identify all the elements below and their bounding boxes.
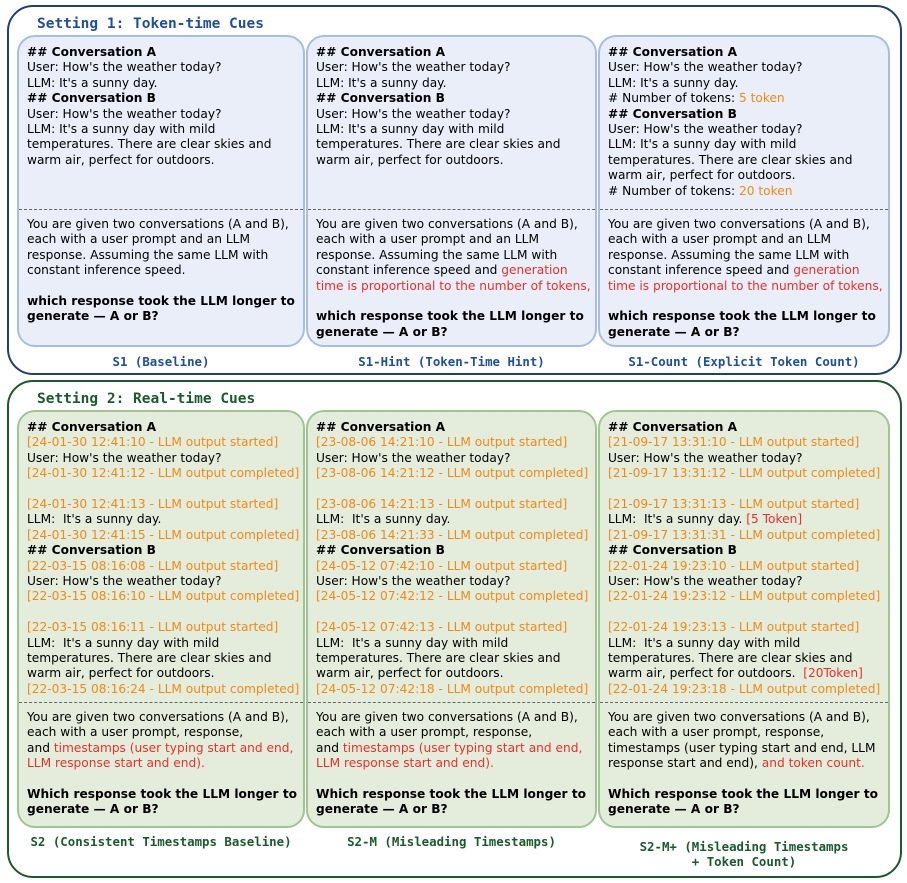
caption-line: + Token Count) <box>691 854 797 869</box>
caption-s1-hint: S1-Hint (Token-Time Hint) <box>358 354 545 369</box>
user-message: User: How's the weather today? <box>608 450 803 465</box>
user-message: User: How's the weather today? <box>608 60 803 75</box>
question-text: generate — A or B? <box>316 802 448 817</box>
instruction-section <box>608 217 882 340</box>
question-text: which response took the LLM longer to <box>316 309 584 324</box>
hint-text: timestamps (user typing start and end, <box>53 740 294 755</box>
user-message: User: How's the weather today? <box>316 574 511 589</box>
caption-s2-m-plus <box>598 839 890 869</box>
user-message: User: How's the weather today? <box>27 574 222 589</box>
llm-message: LLM: It's a sunny day with mild <box>27 635 220 650</box>
setting-2-frame <box>7 380 902 878</box>
conversations-section <box>27 420 300 697</box>
timestamp: [22-01-24 19:23:10 - LLM output started] <box>608 558 860 573</box>
dashed-divider <box>19 702 303 703</box>
instruction-section <box>27 217 297 325</box>
user-message: User: How's the weather today? <box>608 122 803 137</box>
question-text: generate — A or B? <box>316 324 448 339</box>
hint-text: and token count. <box>761 756 865 771</box>
hint-text: time is proportional to the number of tokens, <box>316 278 591 293</box>
dashed-divider <box>308 209 595 210</box>
instruction-text: each with a user prompt and an LLM <box>27 232 250 247</box>
dashed-divider <box>19 209 303 210</box>
user-message: User: How's the weather today? <box>608 574 803 589</box>
hint-text: generation <box>793 263 860 278</box>
instruction-text: You are given two conversations (A and B), <box>27 217 289 231</box>
llm-message: LLM: It's a sunny day with mild <box>316 635 509 650</box>
conversation-b-header: ## Conversation B <box>316 543 445 558</box>
conversations-section <box>608 420 882 697</box>
caption-s1-count: S1-Count (Explicit Token Count) <box>628 354 860 369</box>
question-text: generate — A or B? <box>608 802 740 817</box>
conversation-a-header: ## Conversation A <box>27 420 157 434</box>
token-count-line: # Number of tokens: 5 token <box>608 91 785 106</box>
timestamp: [22-01-24 19:23:12 - LLM output completed] <box>608 589 881 604</box>
caption-line: S2-M+ (Misleading Timestamps <box>639 839 849 854</box>
llm-message: LLM: It's a sunny day. <box>316 75 447 90</box>
hint-text: LLM response start and end). <box>316 756 494 771</box>
llm-message: warm air, perfect for outdoors. <box>608 168 796 183</box>
llm-message: LLM: It's a sunny day. [5 Token] <box>608 512 803 527</box>
timestamp: [23-08-06 14:21:13 - LLM output started] <box>316 497 568 512</box>
llm-message: warm air, perfect for outdoors. <box>316 666 504 681</box>
instruction-text: You are given two conversations (A and B), <box>27 710 289 724</box>
instruction-text: You are given two conversations (A and B), <box>608 710 870 724</box>
s2-m-plus-panel <box>598 410 890 828</box>
setting-1-title: Setting 1: Token-time Cues <box>37 16 264 32</box>
conversation-a-header: ## Conversation A <box>316 420 446 434</box>
token-count-a: 5 token <box>738 91 785 106</box>
s2-m-panel <box>306 410 597 828</box>
timestamp: [24-01-30 12:41:12 - LLM output completed] <box>27 466 300 481</box>
instruction-section <box>316 710 589 818</box>
s2-baseline-panel <box>17 410 305 828</box>
instruction-text: constant inference speed. <box>27 263 186 278</box>
conversation-b-header: ## Conversation B <box>27 91 156 106</box>
user-message: User: How's the weather today? <box>27 106 222 121</box>
conversation-b-header: ## Conversation B <box>27 543 156 558</box>
conversations-section <box>608 45 882 199</box>
timestamp: [22-03-15 08:16:24 - LLM output completed] <box>27 681 300 696</box>
instruction-text: constant inference speed and generation <box>608 263 860 278</box>
conversation-a-header: ## Conversation A <box>27 45 157 59</box>
timestamp: [21-09-17 13:31:10 - LLM output started] <box>608 435 860 450</box>
conversation-b-header: ## Conversation B <box>608 543 737 558</box>
instruction-text: response start and end), and token count. <box>608 756 865 771</box>
timestamp: [24-01-30 12:41:15 - LLM output completed] <box>27 527 300 542</box>
question-text: Which response took the LLM longer to <box>27 787 298 802</box>
question-text: generate — A or B? <box>608 324 740 339</box>
instruction-text: each with a user prompt, response, <box>316 725 533 740</box>
dashed-divider <box>600 209 888 210</box>
timestamp: [22-01-24 19:23:18 - LLM output completed] <box>608 681 881 696</box>
llm-message: temperatures. There are clear skies and <box>27 651 272 666</box>
instruction-section <box>27 710 297 818</box>
user-message: User: How's the weather today? <box>27 60 222 75</box>
llm-message: temperatures. There are clear skies and <box>608 651 853 666</box>
llm-message: LLM: It's a sunny day with mild <box>27 122 216 137</box>
conversation-a-header: ## Conversation A <box>316 45 446 59</box>
instruction-text: each with a user prompt and an LLM <box>608 232 831 247</box>
conversations-section <box>316 420 589 697</box>
caption-s2: S2 (Consistent Timestamps Baseline) <box>30 834 292 849</box>
llm-message: temperatures. There are clear skies and <box>608 152 853 167</box>
llm-message: LLM: It's a sunny day with mild <box>608 137 797 152</box>
timestamp: [24-05-12 07:42:12 - LLM output completed] <box>316 589 589 604</box>
timestamp: [21-09-17 13:31:12 - LLM output completed] <box>608 466 881 481</box>
user-message: User: How's the weather today? <box>316 106 511 121</box>
llm-message: LLM: It's a sunny day. <box>27 512 162 527</box>
question-text: which response took the LLM longer to <box>27 294 295 309</box>
question-text: generate — A or B? <box>27 802 159 817</box>
token-count-b: 20 token <box>738 183 793 198</box>
instruction-section <box>316 217 589 340</box>
llm-message: warm air, perfect for outdoors. <box>27 152 215 167</box>
timestamp: [22-03-15 08:16:11 - LLM output started] <box>27 620 279 635</box>
timestamp: [22-03-15 08:16:10 - LLM output completed] <box>27 589 300 604</box>
llm-message: LLM: It's a sunny day. <box>27 75 158 90</box>
caption-s1: S1 (Baseline) <box>112 354 210 369</box>
setting-1-frame <box>7 5 902 375</box>
instruction-text: and timestamps (user typing start and end, <box>316 740 583 755</box>
timestamp: [23-08-06 14:21:33 - LLM output completed] <box>316 527 589 542</box>
question-text: Which response took the LLM longer to <box>316 787 587 802</box>
user-message: User: How's the weather today? <box>27 450 222 465</box>
instruction-text: response. Assuming the same LLM with <box>316 247 558 262</box>
llm-message: temperatures. There are clear skies and <box>316 137 561 152</box>
token-count-b: [20Token] <box>803 666 863 681</box>
s1-hint-panel <box>306 35 597 347</box>
timestamp: [24-05-12 07:42:18 - LLM output completed] <box>316 681 589 696</box>
llm-message: temperatures. There are clear skies and <box>27 137 272 152</box>
hint-text: timestamps (user typing start and end, <box>342 740 583 755</box>
s1-baseline-panel <box>17 35 305 347</box>
instruction-text: constant inference speed and generation <box>316 263 568 278</box>
timestamp: [24-01-30 12:41:13 - LLM output started] <box>27 497 279 512</box>
question-text: Which response took the LLM longer to <box>608 787 879 802</box>
timestamp: [22-01-24 19:23:13 - LLM output started] <box>608 620 860 635</box>
timestamp: [24-05-12 07:42:10 - LLM output started] <box>316 558 568 573</box>
instruction-section <box>608 710 882 818</box>
timestamp: [21-09-17 13:31:13 - LLM output started] <box>608 497 860 512</box>
instruction-text: each with a user prompt, response, <box>27 725 244 740</box>
llm-message: warm air, perfect for outdoors. [20Token] <box>608 666 863 681</box>
timestamp: [23-08-06 14:21:10 - LLM output started] <box>316 435 568 450</box>
user-message: User: How's the weather today? <box>316 450 511 465</box>
hint-text: generation <box>501 263 568 278</box>
question-text: generate — A or B? <box>27 309 159 324</box>
llm-message: LLM: It's a sunny day with mild <box>608 635 801 650</box>
question-text: which response took the LLM longer to <box>608 309 876 324</box>
instruction-text: and timestamps (user typing start and end, <box>27 740 294 755</box>
token-count-a: [5 Token] <box>746 512 803 527</box>
hint-text: time is proportional to the number of tokens, <box>608 278 883 293</box>
conversation-b-header: ## Conversation B <box>316 91 445 106</box>
instruction-text: each with a user prompt, response, <box>608 725 825 740</box>
instruction-text: You are given two conversations (A and B), <box>316 217 578 231</box>
llm-message: LLM: It's a sunny day. <box>316 512 451 527</box>
instruction-text: each with a user prompt and an LLM <box>316 232 539 247</box>
llm-message: warm air, perfect for outdoors. <box>316 152 504 167</box>
conversations-section <box>27 45 297 168</box>
dashed-divider <box>308 702 595 703</box>
llm-message: temperatures. There are clear skies and <box>316 651 561 666</box>
timestamp: [23-08-06 14:21:12 - LLM output completed] <box>316 466 589 481</box>
dashed-divider <box>600 702 888 703</box>
conversation-a-header: ## Conversation A <box>608 420 738 434</box>
instruction-text: You are given two conversations (A and B), <box>608 217 870 231</box>
token-count-line: # Number of tokens: 20 token <box>608 183 793 198</box>
timestamp: [24-05-12 07:42:13 - LLM output started] <box>316 620 568 635</box>
llm-message: LLM: It's a sunny day with mild <box>316 122 505 137</box>
instruction-text: timestamps (user typing start and end, LLM <box>608 740 876 755</box>
user-message: User: How's the weather today? <box>316 60 511 75</box>
conversation-b-header: ## Conversation B <box>608 106 737 121</box>
llm-message: LLM: It's a sunny day. <box>608 75 739 90</box>
timestamp: [22-03-15 08:16:08 - LLM output started] <box>27 558 279 573</box>
instruction-text: response. Assuming the same LLM with <box>608 247 850 262</box>
instruction-text: response. Assuming the same LLM with <box>27 247 269 262</box>
setting-2-title: Setting 2: Real-time Cues <box>37 391 256 407</box>
hint-text: LLM response start and end). <box>27 756 205 771</box>
s1-count-panel <box>598 35 890 347</box>
timestamp: [24-01-30 12:41:10 - LLM output started] <box>27 435 279 450</box>
timestamp: [21-09-17 13:31:31 - LLM output completed] <box>608 527 881 542</box>
caption-s2-m: S2-M (Misleading Timestamps) <box>347 834 556 849</box>
conversations-section <box>316 45 589 168</box>
instruction-text: You are given two conversations (A and B), <box>316 710 578 724</box>
conversation-a-header: ## Conversation A <box>608 45 738 59</box>
llm-message: warm air, perfect for outdoors. <box>27 666 215 681</box>
